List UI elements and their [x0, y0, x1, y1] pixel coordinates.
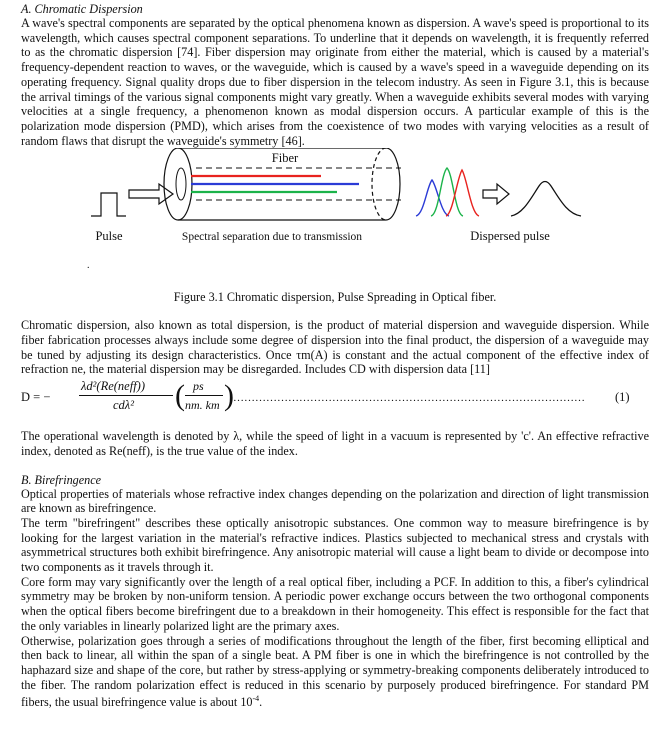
fiber-right-end-hidden [372, 148, 386, 220]
spectral-separation-label: Spectral separation due to transmission [181, 231, 363, 244]
dispersed-pulse-label: Dispersed pulse [470, 229, 550, 244]
section-a-paragraph-2: Chromatic dispersion, also known as total dispersion, is the product of material dispersion and waveguide dispersion. While fiber fabrication processes always include some degree of dispersion into the final product, the dispersion of a waveguide may be tuned by adjusting its design characteristics. Once τm(A) is constant and the actual component of the effective index of refraction ne, the material dispersion may be disregarded. Includes CD with dispersion data [11] [21, 318, 649, 377]
core-left-end [176, 168, 186, 200]
section-b-heading: B. Birefringence [21, 472, 102, 487]
equation-unit-numerator: ps [193, 379, 204, 394]
fiber-right-end [386, 148, 400, 220]
section-b-paragraph-4 [21, 634, 649, 711]
fiber-label: Fiber [271, 151, 299, 166]
section-b-paragraph-2: The term "birefringent" describes these optically anisotropic substances. One common way to measure birefringence is by looking for the largest variation in the material's refractive indices. Plastics subjected to mechanical stress and crystals with asymmetrical structures both exhibit birefringence. Any anisotropic material will cause a light beam to divide or decompose into two components as it travels through it. [21, 515, 649, 575]
output-arrow-shape [483, 184, 509, 204]
dispersion-equation [21, 377, 649, 429]
input-pulse-shape [91, 193, 126, 216]
section-b-paragraph-1: Optical properties of materials whose refractive index changes depending on the polarization and direction of light transmission are known as birefringence. [21, 486, 649, 516]
equation-number: (1) [615, 390, 630, 405]
pulse-label: Pulse [95, 229, 123, 244]
fiber-left-end [164, 148, 192, 220]
stray-dot: . [87, 260, 90, 272]
section-b-paragraph-4-text: Otherwise, polarization goes through a series of modifications throughout the length of the fiber, first becoming elliptical and then back to linear, all within the span of a single beat. A PM fiber is one in which the birefringence is not controlled by the haphazard size and shape of the core, but rather by stress-applying or symmetry-breaking components deliberately introduced to the fiber. The random polarization effect is reduced in this scenario by purposely produced birefringence. For standard PM fibers, the usual birefringence value is about [21, 633, 649, 710]
input-arrow-shape [129, 184, 173, 204]
equation-fraction-bar [79, 395, 173, 396]
figure-3-1 [21, 148, 649, 290]
dispersion-diagram [21, 148, 649, 290]
document-page [21, 2, 649, 710]
equation-open-paren: ( [175, 379, 185, 413]
dispersed-pulse-shape [511, 182, 581, 217]
figure-caption: Figure 3.1 Chromatic dispersion, Pulse Spreading in Optical fiber. [173, 290, 497, 305]
section-a-paragraph-3: The operational wavelength is denoted by λ, while the speed of light in a vacuum is represented by 'c'. An effective refractive index, denoted as Re(neff), is the true value of the index. [21, 429, 649, 458]
equation-unit-denominator: nm. km [185, 398, 220, 413]
equation-numerator: λd²(Re(neff)) [81, 379, 145, 394]
equation-lhs: D = − [21, 390, 51, 405]
birefringence-value-end: . [259, 695, 263, 710]
birefringence-value-base: 10 [240, 695, 253, 710]
birefringence-value-exponent: -4 [252, 694, 260, 704]
green-pulse [431, 168, 463, 216]
section-a-heading: A. Chromatic Dispersion [21, 2, 143, 16]
blue-pulse [416, 180, 449, 216]
equation-close-paren: ) [224, 379, 234, 413]
equation-leader-dots: …………………………………………………………………………………… [233, 392, 585, 405]
section-a-paragraph-1: A wave's spectral components are separated by the optical phenomena known as dispersion. A wave's speed is proportional to its wavelength, which causes spectral component separations. To underline that it depends on wavelength, it is frequently referred to as the chromatic dispersion [74]. Fiber dispersion may originate from either the material, which is caused by a material's frequency-dependent reaction to waves, or the waveguide, which is caused by a wave's speed in a waveguide depending on its operating frequency. Signal quality drops due to fiber dispersion in the telecom industry. As seen in Figure 3.1, this is because the arrival timings of the various signal components might vary greatly. When a waveguide exhibits several modes with varying velocities at a single frequency, a phenomenon known as modal dispersion occurs. A particular example of this is the polarization mode dispersion (PMD), which arises from the coexistence of two modes with varying velocities as a result of random flaws that disrupt the waveguide's symmetry [46]. [21, 16, 649, 148]
section-b-paragraph-3: Core form may vary significantly over the length of a real optical fiber, including a PCF. In addition to this, a fiber's cylindrical symmetry may be broken by non-uniform tension. A periodic power exchange occurs between the two orthogonal components when the optical fibers become birefringent due to a breakdown in their homogeneity. This effect is responsible for the fact that the only variables in linearly polarized light are the primary axes. [21, 574, 649, 633]
equation-denominator: cdλ² [113, 398, 134, 413]
equation-unit-bar [185, 395, 223, 396]
